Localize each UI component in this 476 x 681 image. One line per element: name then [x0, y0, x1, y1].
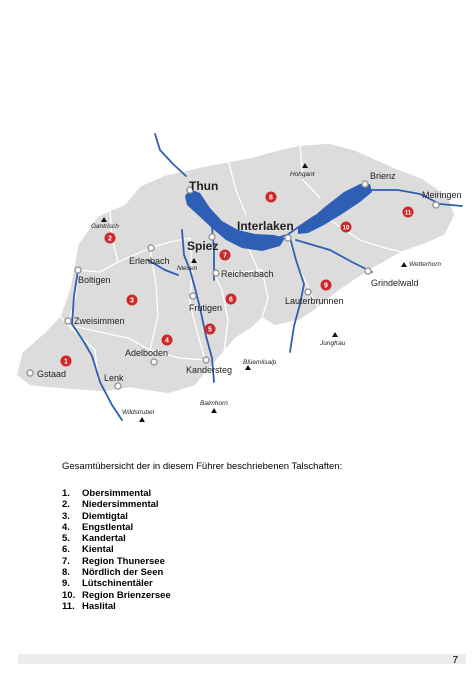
label-thun: Thun — [189, 179, 219, 193]
town-dot-lenk — [115, 383, 121, 389]
legend-item: 7. Region Thunersee — [62, 555, 165, 567]
town-dot-zweisimmen — [65, 318, 71, 324]
legend-item: 6. Kiental — [62, 544, 114, 556]
footer-bar — [18, 654, 466, 664]
region-map — [0, 120, 476, 440]
region-marker-4 — [162, 335, 173, 346]
region-marker-3 — [127, 295, 138, 306]
label-lauterbrunnen: Lauterbrunnen — [285, 296, 344, 306]
town-dot-frutigen — [190, 293, 196, 299]
label-gantrisch: Gantrisch — [91, 223, 119, 230]
label-boltigen: Boltigen — [78, 275, 111, 285]
town-dot-boltigen — [75, 267, 81, 273]
region-marker-9 — [321, 280, 332, 291]
region-marker-10 — [341, 222, 352, 233]
label-interlaken: Interlaken — [237, 219, 294, 233]
legend-item: 9. Lütschinentäler — [62, 578, 153, 590]
svg-text:8: 8 — [269, 194, 273, 202]
legend-item: 4. Engstlental — [62, 521, 134, 533]
svg-text:3: 3 — [130, 297, 134, 305]
label-zweisimmen: Zweisimmen — [74, 316, 125, 326]
town-dot-erlenbach — [148, 245, 154, 251]
svg-text:1: 1 — [64, 358, 68, 366]
region-marker-1 — [61, 356, 72, 367]
page-number: 7 — [452, 655, 458, 666]
town-dot-adelboden — [151, 359, 157, 365]
label-meiringen: Meiringen — [422, 190, 462, 200]
label-jungfrau: Jungfrau — [320, 340, 346, 347]
town-dot-grindelwald — [365, 268, 371, 274]
svg-text:2: 2 — [108, 235, 112, 243]
town-dot-reichenbach — [213, 270, 219, 276]
town-dot-gstaad — [27, 370, 33, 376]
region-marker-7 — [220, 250, 231, 261]
peak-icon — [332, 332, 338, 337]
label-hohgant: Hohgant — [290, 171, 315, 178]
legend-item: 11. Haslital — [62, 600, 116, 612]
legend-item: 5. Kandertal — [62, 533, 126, 545]
town-dot-kandersteg — [203, 357, 209, 363]
label-frutigen: Frutigen — [189, 303, 223, 313]
town-dot-brienz — [362, 181, 368, 187]
label-brienz: Brienz — [370, 171, 396, 181]
peak-icon — [211, 408, 217, 413]
svg-text:4: 4 — [165, 337, 169, 345]
map-caption: Gesamtübersicht der in diesem Führer beschriebenen Talschaften: — [62, 461, 343, 472]
legend-item: 1. Obersimmental — [62, 488, 152, 499]
label-wetterhorn: Wetterhorn — [409, 261, 442, 268]
legend-item: 2. Niedersimmental — [62, 499, 159, 511]
region-marker-6 — [226, 294, 237, 305]
label-wildstrubel: Wildstrubel — [122, 409, 155, 416]
label-balmhorn: Balmhorn — [200, 400, 228, 407]
town-dot-lauterbrunnen — [305, 289, 311, 295]
svg-text:9: 9 — [324, 282, 328, 290]
label-reichenbach: Reichenbach — [221, 269, 274, 279]
label-spiez: Spiez — [187, 239, 219, 253]
peak-icon — [139, 417, 145, 422]
label-bluemlisalp: Blüemlisalp — [243, 359, 277, 366]
region-marker-8 — [266, 192, 277, 203]
town-dot-interlaken — [285, 235, 291, 241]
legend-item: 3. Diemtigtal — [62, 510, 128, 522]
svg-text:10: 10 — [342, 225, 350, 232]
label-gstaad: Gstaad — [37, 369, 67, 379]
region-marker-2 — [105, 233, 116, 244]
label-erlenbach: Erlenbach — [129, 256, 170, 266]
label-niesen: Niesen — [177, 265, 198, 272]
peak-icon — [401, 262, 407, 267]
legend-item: 10. Region Brienzersee — [62, 589, 171, 601]
svg-text:11: 11 — [404, 210, 412, 217]
svg-text:7: 7 — [223, 252, 227, 260]
label-lenk: Lenk — [104, 373, 124, 383]
region-legend — [62, 488, 171, 612]
label-grindelwald: Grindelwald — [371, 278, 419, 288]
region-marker-5 — [205, 324, 216, 335]
svg-text:5: 5 — [208, 326, 212, 334]
label-adelboden: Adelboden — [125, 348, 169, 358]
svg-text:6: 6 — [229, 296, 233, 304]
legend-item: 8. Nördlich der Seen — [62, 567, 164, 579]
label-kandersteg: Kandersteg — [186, 365, 233, 375]
town-dot-meiringen — [433, 202, 439, 208]
region-marker-11 — [403, 207, 414, 218]
